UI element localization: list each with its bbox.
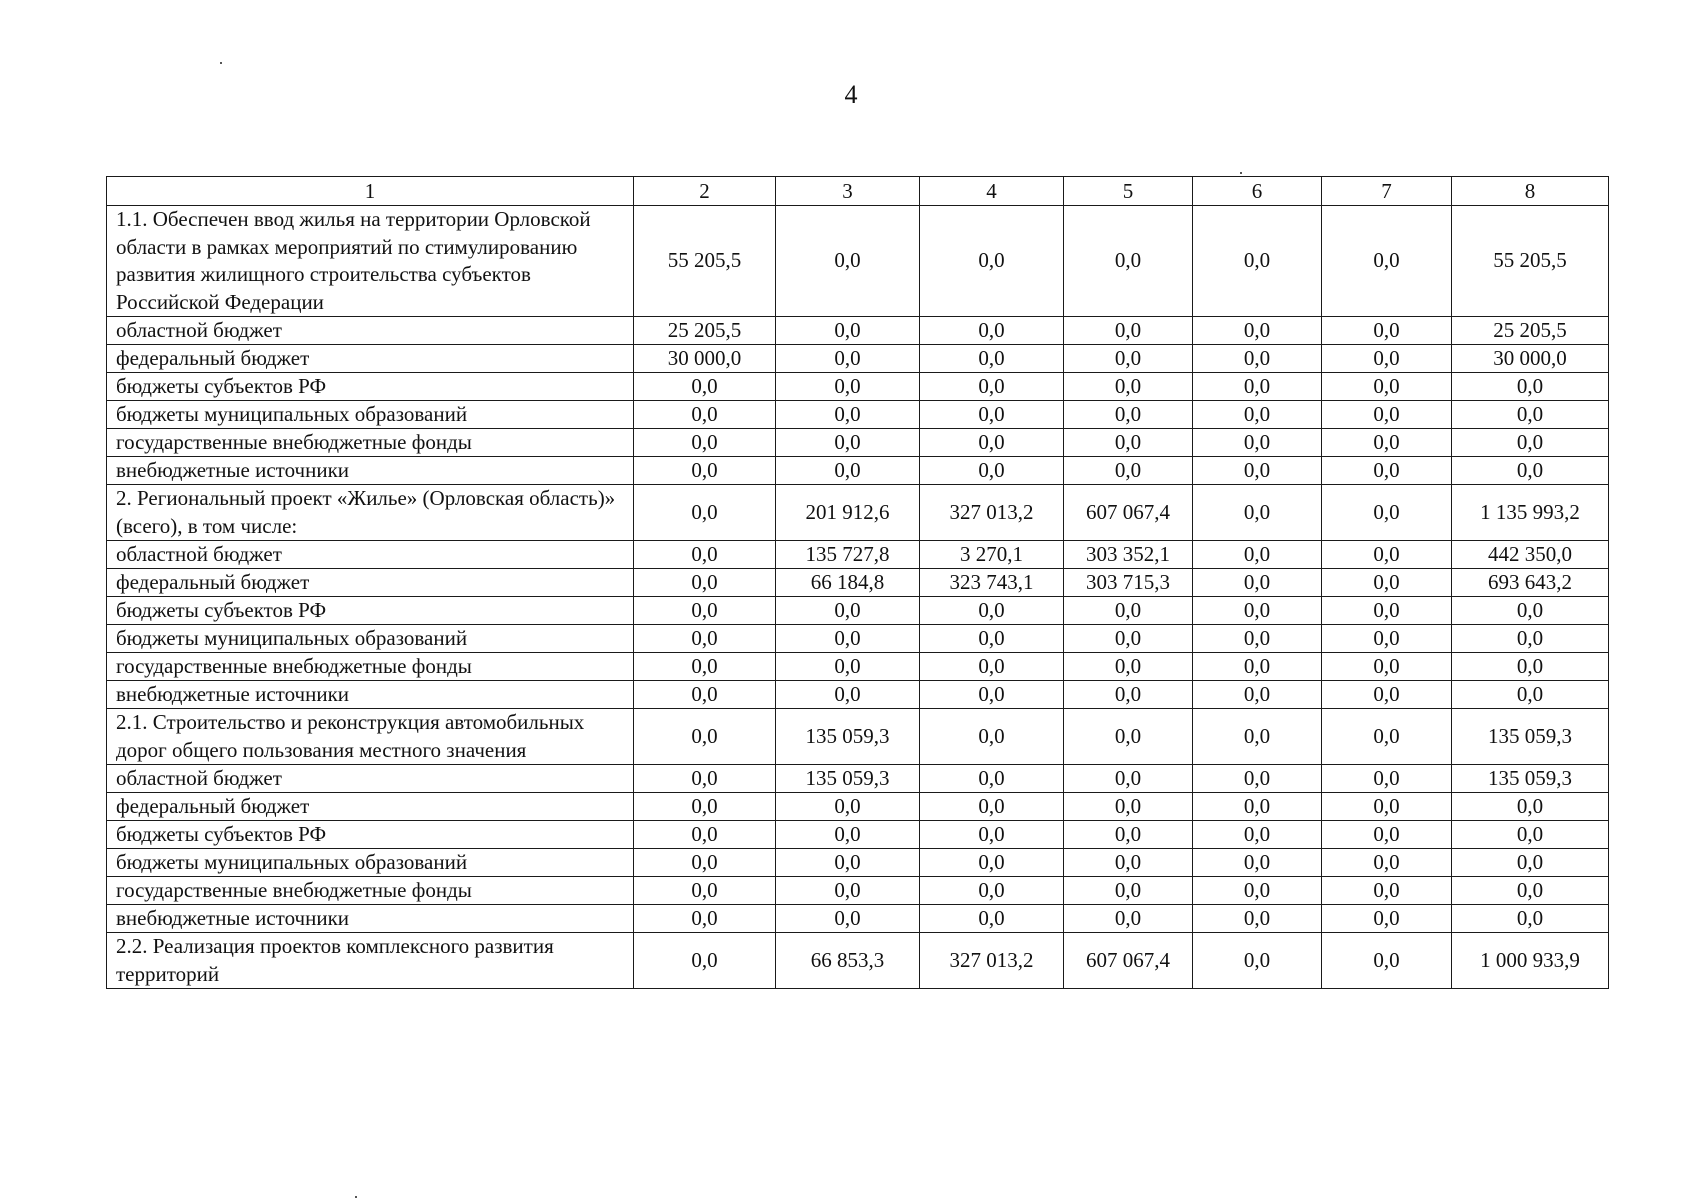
cell-value: 0,0 [1322, 206, 1452, 317]
cell-value: 0,0 [1064, 597, 1193, 625]
column-header: 7 [1322, 177, 1452, 206]
row-label: государственные внебюджетные фонды [107, 653, 634, 681]
table-row [107, 317, 1609, 345]
table-row [107, 905, 1609, 933]
cell-value: 0,0 [776, 793, 920, 821]
cell-value: 0,0 [1193, 206, 1322, 317]
cell-value: 0,0 [1452, 457, 1609, 485]
cell-value: 0,0 [1064, 373, 1193, 401]
table-row-group [107, 485, 1609, 541]
cell-value: 0,0 [920, 317, 1064, 345]
cell-value: 0,0 [634, 373, 776, 401]
cell-value: 0,0 [1064, 821, 1193, 849]
scan-speck [1240, 172, 1242, 174]
table-row [107, 345, 1609, 373]
row-label: бюджеты муниципальных образований [107, 401, 634, 429]
page-number: 4 [844, 80, 858, 109]
scan-speck [355, 1196, 357, 1198]
row-label: федеральный бюджет [107, 793, 634, 821]
cell-value: 0,0 [1193, 373, 1322, 401]
cell-value: 0,0 [634, 933, 776, 989]
cell-value: 607 067,4 [1064, 933, 1193, 989]
cell-value: 303 352,1 [1064, 541, 1193, 569]
cell-value: 201 912,6 [776, 485, 920, 541]
cell-value: 30 000,0 [634, 345, 776, 373]
row-label: областной бюджет [107, 765, 634, 793]
cell-value: 0,0 [776, 905, 920, 933]
table-row [107, 457, 1609, 485]
cell-value: 0,0 [1064, 793, 1193, 821]
cell-value: 0,0 [1322, 373, 1452, 401]
column-header: 6 [1193, 177, 1322, 206]
cell-value: 0,0 [1452, 625, 1609, 653]
cell-value: 0,0 [920, 681, 1064, 709]
cell-value: 0,0 [1193, 877, 1322, 905]
cell-value: 0,0 [1193, 653, 1322, 681]
row-label: бюджеты субъектов РФ [107, 597, 634, 625]
cell-value: 0,0 [776, 681, 920, 709]
cell-value: 0,0 [776, 625, 920, 653]
cell-value: 0,0 [1322, 653, 1452, 681]
cell-value: 0,0 [634, 709, 776, 765]
cell-value: 0,0 [1193, 765, 1322, 793]
cell-value: 0,0 [776, 317, 920, 345]
cell-value: 0,0 [776, 849, 920, 877]
cell-value: 0,0 [1193, 625, 1322, 653]
cell-value: 0,0 [1322, 933, 1452, 989]
cell-value: 323 743,1 [920, 569, 1064, 597]
cell-value: 1 000 933,9 [1452, 933, 1609, 989]
cell-value: 0,0 [1064, 765, 1193, 793]
cell-value: 135 059,3 [776, 709, 920, 765]
row-label: бюджеты муниципальных образований [107, 625, 634, 653]
table-row [107, 541, 1609, 569]
scan-speck [220, 62, 222, 64]
cell-value: 0,0 [1064, 709, 1193, 765]
cell-value: 0,0 [1322, 457, 1452, 485]
row-label: бюджеты субъектов РФ [107, 373, 634, 401]
cell-value: 0,0 [920, 345, 1064, 373]
cell-value: 0,0 [1452, 597, 1609, 625]
cell-value: 0,0 [1064, 317, 1193, 345]
table-row [107, 429, 1609, 457]
cell-value: 66 184,8 [776, 569, 920, 597]
cell-value: 0,0 [1452, 681, 1609, 709]
cell-value: 0,0 [776, 653, 920, 681]
cell-value: 327 013,2 [920, 485, 1064, 541]
cell-value: 0,0 [1064, 905, 1193, 933]
cell-value: 135 059,3 [776, 765, 920, 793]
cell-value: 0,0 [634, 653, 776, 681]
table-body [107, 206, 1609, 989]
cell-value: 0,0 [1064, 345, 1193, 373]
table-row-group [107, 206, 1609, 317]
cell-value: 0,0 [1064, 849, 1193, 877]
table-row-group [107, 709, 1609, 765]
cell-value: 0,0 [920, 821, 1064, 849]
row-label: бюджеты субъектов РФ [107, 821, 634, 849]
cell-value: 55 205,5 [634, 206, 776, 317]
cell-value: 0,0 [634, 401, 776, 429]
cell-value: 55 205,5 [1452, 206, 1609, 317]
cell-value: 0,0 [1322, 905, 1452, 933]
cell-value: 0,0 [1193, 933, 1322, 989]
cell-value: 0,0 [1322, 541, 1452, 569]
cell-value: 3 270,1 [920, 541, 1064, 569]
row-label: федеральный бюджет [107, 569, 634, 597]
cell-value: 0,0 [920, 401, 1064, 429]
cell-value: 607 067,4 [1064, 485, 1193, 541]
row-label: 1.1. Обеспечен ввод жилья на территории Орловской области в рамках мероприятий по стимулированию развития жилищного строительства субъектов Российской Федерации [107, 206, 634, 317]
table-row-group [107, 933, 1609, 989]
cell-value: 0,0 [634, 457, 776, 485]
row-label: государственные внебюджетные фонды [107, 877, 634, 905]
cell-value: 0,0 [1193, 401, 1322, 429]
row-label: бюджеты муниципальных образований [107, 849, 634, 877]
cell-value: 0,0 [634, 541, 776, 569]
table-row [107, 877, 1609, 905]
cell-value: 0,0 [920, 653, 1064, 681]
budget-table [106, 176, 1609, 989]
cell-value: 0,0 [920, 905, 1064, 933]
column-header: 2 [634, 177, 776, 206]
table-row [107, 821, 1609, 849]
row-label: внебюджетные источники [107, 457, 634, 485]
cell-value: 0,0 [1322, 821, 1452, 849]
cell-value: 0,0 [1322, 569, 1452, 597]
cell-value: 0,0 [1193, 681, 1322, 709]
cell-value: 0,0 [1064, 429, 1193, 457]
cell-value: 0,0 [920, 793, 1064, 821]
cell-value: 25 205,5 [1452, 317, 1609, 345]
cell-value: 0,0 [634, 793, 776, 821]
cell-value: 0,0 [1452, 905, 1609, 933]
cell-value: 0,0 [920, 457, 1064, 485]
table-row [107, 597, 1609, 625]
cell-value: 693 643,2 [1452, 569, 1609, 597]
cell-value: 442 350,0 [1452, 541, 1609, 569]
cell-value: 0,0 [1193, 345, 1322, 373]
cell-value: 0,0 [776, 373, 920, 401]
cell-value: 0,0 [1322, 401, 1452, 429]
cell-value: 0,0 [776, 457, 920, 485]
cell-value: 0,0 [634, 485, 776, 541]
cell-value: 0,0 [776, 345, 920, 373]
table-row [107, 681, 1609, 709]
cell-value: 0,0 [1322, 793, 1452, 821]
cell-value: 30 000,0 [1452, 345, 1609, 373]
cell-value: 0,0 [920, 709, 1064, 765]
cell-value: 1 135 993,2 [1452, 485, 1609, 541]
cell-value: 0,0 [1322, 709, 1452, 765]
cell-value: 0,0 [920, 849, 1064, 877]
cell-value: 0,0 [1193, 709, 1322, 765]
cell-value: 0,0 [1452, 653, 1609, 681]
cell-value: 0,0 [1322, 625, 1452, 653]
cell-value: 0,0 [1064, 401, 1193, 429]
cell-value: 0,0 [634, 681, 776, 709]
table-row [107, 765, 1609, 793]
cell-value: 0,0 [1193, 793, 1322, 821]
cell-value: 0,0 [776, 401, 920, 429]
cell-value: 0,0 [634, 877, 776, 905]
cell-value: 0,0 [920, 765, 1064, 793]
column-header: 1 [107, 177, 634, 206]
cell-value: 0,0 [776, 206, 920, 317]
cell-value: 0,0 [1452, 877, 1609, 905]
cell-value: 0,0 [1064, 457, 1193, 485]
cell-value: 0,0 [920, 877, 1064, 905]
cell-value: 0,0 [1452, 429, 1609, 457]
cell-value: 0,0 [1193, 541, 1322, 569]
cell-value: 0,0 [1452, 401, 1609, 429]
cell-value: 0,0 [920, 206, 1064, 317]
cell-value: 0,0 [1452, 821, 1609, 849]
cell-value: 25 205,5 [634, 317, 776, 345]
cell-value: 0,0 [1322, 345, 1452, 373]
cell-value: 0,0 [1193, 429, 1322, 457]
row-label: государственные внебюджетные фонды [107, 429, 634, 457]
cell-value: 0,0 [1193, 597, 1322, 625]
row-label: областной бюджет [107, 317, 634, 345]
cell-value: 0,0 [634, 597, 776, 625]
cell-value: 0,0 [920, 625, 1064, 653]
cell-value: 0,0 [1193, 317, 1322, 345]
table-row [107, 569, 1609, 597]
cell-value: 0,0 [634, 625, 776, 653]
cell-value: 0,0 [1322, 849, 1452, 877]
table-row [107, 793, 1609, 821]
cell-value: 0,0 [634, 905, 776, 933]
cell-value: 0,0 [1452, 373, 1609, 401]
cell-value: 0,0 [1193, 821, 1322, 849]
column-header: 5 [1064, 177, 1193, 206]
cell-value: 0,0 [1322, 429, 1452, 457]
cell-value: 0,0 [1064, 877, 1193, 905]
cell-value: 0,0 [1322, 681, 1452, 709]
table-row [107, 849, 1609, 877]
cell-value: 0,0 [634, 849, 776, 877]
cell-value: 327 013,2 [920, 933, 1064, 989]
cell-value: 0,0 [634, 765, 776, 793]
table-row [107, 653, 1609, 681]
cell-value: 135 059,3 [1452, 709, 1609, 765]
row-label: внебюджетные источники [107, 905, 634, 933]
column-header: 3 [776, 177, 920, 206]
cell-value: 0,0 [1322, 765, 1452, 793]
cell-value: 135 059,3 [1452, 765, 1609, 793]
cell-value: 0,0 [1193, 905, 1322, 933]
cell-value: 0,0 [1322, 597, 1452, 625]
cell-value: 66 853,3 [776, 933, 920, 989]
column-header: 4 [920, 177, 1064, 206]
row-label: федеральный бюджет [107, 345, 634, 373]
cell-value: 135 727,8 [776, 541, 920, 569]
cell-value: 0,0 [1064, 625, 1193, 653]
row-label: областной бюджет [107, 541, 634, 569]
cell-value: 0,0 [920, 597, 1064, 625]
cell-value: 0,0 [1064, 681, 1193, 709]
cell-value: 0,0 [1193, 457, 1322, 485]
cell-value: 0,0 [1193, 569, 1322, 597]
cell-value: 0,0 [1452, 793, 1609, 821]
cell-value: 0,0 [920, 373, 1064, 401]
cell-value: 0,0 [634, 821, 776, 849]
table-row [107, 401, 1609, 429]
row-label: 2.1. Строительство и реконструкция автомобильных дорог общего пользования местного значения [107, 709, 634, 765]
cell-value: 0,0 [776, 821, 920, 849]
header-row [107, 177, 1609, 206]
cell-value: 303 715,3 [1064, 569, 1193, 597]
cell-value: 0,0 [1193, 485, 1322, 541]
table-row [107, 373, 1609, 401]
cell-value: 0,0 [1064, 206, 1193, 317]
cell-value: 0,0 [776, 877, 920, 905]
cell-value: 0,0 [776, 597, 920, 625]
cell-value: 0,0 [1322, 485, 1452, 541]
cell-value: 0,0 [1322, 317, 1452, 345]
table-row [107, 625, 1609, 653]
cell-value: 0,0 [920, 429, 1064, 457]
cell-value: 0,0 [1322, 877, 1452, 905]
column-header: 8 [1452, 177, 1609, 206]
cell-value: 0,0 [1452, 849, 1609, 877]
cell-value: 0,0 [1064, 653, 1193, 681]
cell-value: 0,0 [634, 429, 776, 457]
row-label: 2.2. Реализация проектов комплексного развития территорий [107, 933, 634, 989]
row-label: 2. Региональный проект «Жилье» (Орловская область)» (всего), в том числе: [107, 485, 634, 541]
cell-value: 0,0 [776, 429, 920, 457]
row-label: внебюджетные источники [107, 681, 634, 709]
cell-value: 0,0 [634, 569, 776, 597]
cell-value: 0,0 [1193, 849, 1322, 877]
